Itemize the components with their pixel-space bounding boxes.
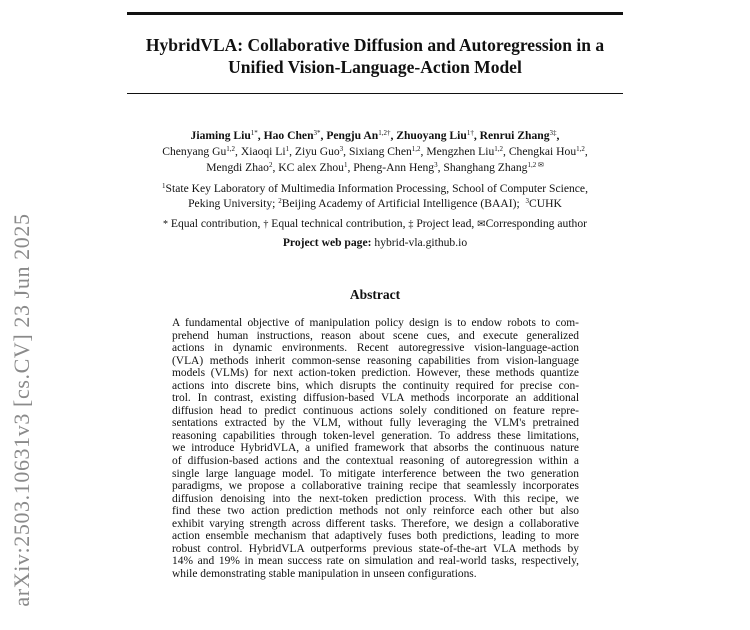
equal-technical-note: Equal technical contribution, [271, 217, 406, 230]
paper-title-line-2: Unified Vision-Language-Action Model [228, 57, 522, 77]
abstract-line: we introduce HybridVLA, a unified framework that absorbs the continuous nature [172, 442, 579, 455]
author-line-3: Mengdi Zhao$^2$, KC alex Zhou$^1$, Pheng-Ann Heng$^3$, Shanghang Zhang$^{1,2 ✉}$ [206, 161, 544, 174]
abstract-line: find these two action prediction methods not only reinforce each other but also [172, 505, 579, 518]
envelope-icon: ✉ [477, 219, 486, 230]
author-name: Mengdi Zhao [206, 161, 269, 174]
equal-contribution-note: Equal contribution, [170, 217, 261, 230]
affiliation-3: CUHK [529, 197, 562, 210]
abstract-line: of diffusion-based actions and the contextual reasoning of autoregression within a [172, 455, 579, 468]
author-line-1: Jiaming Liu$^{1*}$, Hao Chen$^{3*}$, Pengju $An^{1,2\dagger}$, Zhuoyang Liu$^{1\dagger}$, Renrui Zhang$^{3\ddagger}$, [190, 129, 560, 142]
abstract-line: robust control. HybridVLA outperforms previous state-of-the-art VLA methods by [172, 542, 579, 555]
author-affil-sup: 3 [434, 161, 438, 169]
equal-contribution-symbol: * [163, 219, 168, 230]
abstract-line: models (VLMs) for next action-token prediction. However, these methods quantize [172, 367, 579, 380]
author-name: Mengzhen Liu [426, 145, 495, 158]
abstract-line: 14% and 19% in mean success rate on simulation and real-world tasks, respectively, [172, 555, 579, 568]
author-name: Chengkai Hou [508, 145, 577, 158]
author-name: Ziyu Guo [294, 145, 340, 158]
affiliation-2: Beijing Academy of Artificial Intelligence (BAAI); [281, 197, 520, 210]
author-affil-sup: 3 [339, 145, 344, 153]
author-line-2: Chenyang Gu$^{1,2}$, Xiaoqi Li$^1$, Ziyu Guo$^3$, Sixiang Chen$^{1,2}$, Mengzhen Liu$^{1,2}$, Chengkai Hou$^{1,2}$, [162, 145, 588, 158]
title-top-rule [127, 12, 623, 15]
author-affil-sup: 1 [343, 161, 348, 169]
author-affil-sup: 1,2 [226, 145, 236, 153]
abstract-line: A fundamental objective of manipulation policy design is to endow robots to com- [172, 317, 579, 329]
author-name: Jiaming Liu [190, 129, 251, 142]
author-name: Shanghang Zhang [443, 161, 528, 174]
author-name: Xiaoqi Li [240, 145, 286, 158]
author-name: Chenyang Gu [162, 145, 227, 158]
paper-title-line-1: HybridVLA: Collaborative Diffusion and Autoregression in a [145, 35, 605, 55]
affil-sup: 2 [278, 197, 282, 205]
author-affil-sup: 1† [466, 129, 474, 137]
paper-title [127, 34, 623, 78]
affiliation-line-2 [127, 196, 623, 211]
author-list [127, 128, 623, 176]
corresponding-author-note: Corresponding author [485, 217, 587, 230]
title-bottom-rule [127, 93, 623, 94]
abstract-heading: Abstract [349, 287, 401, 302]
affil-sup: 3 [525, 197, 530, 205]
author-name: Sixiang Chen [348, 145, 412, 158]
author-affil-sup: 3* [313, 129, 321, 137]
abstract-line: diffusion denoising into the next-token prediction process. With this recipe, we [172, 492, 579, 505]
abstract-line: reasoning capabilities through token-level generation. To address these limitations, [172, 429, 579, 442]
author-affil-sup: 1,2 [576, 145, 585, 153]
author-affil-sup: 1,2 ✉ [527, 161, 544, 169]
author-affil-sup: 1,2 [411, 145, 421, 153]
abstract-line: (VLA) methods inherit common-sense reasoning capabilities from vision-language [172, 354, 579, 367]
affiliation-1-cont: Peking University; [188, 197, 276, 210]
abstract-line: action ensemble mechanism that adaptively fuses both predictions, leading to more [172, 530, 579, 543]
author-affil-sup: 1,2† [378, 129, 391, 137]
author-name: Renrui Zhang [479, 129, 550, 142]
abstract-line: prehend human instructions, reason about scene cues, and execute generalized [172, 329, 579, 342]
author-name: Hao Chen [263, 129, 314, 142]
abstract-line: actions in dynamic environments. Recent autoregressive vision-language-action [172, 342, 579, 355]
author-name: Pheng-Ann Heng [353, 161, 435, 174]
project-web-page [127, 235, 623, 250]
abstract-line: while demonstrating stable manipulation in unseen configurations. [172, 567, 477, 580]
abstract-line: single large language model. To mitigate interference between the two generation [172, 467, 579, 480]
abstract-line: diffusion head to predict continuous actions solely conditioned on feature repre- [172, 404, 579, 417]
author-name: Pengju An [326, 129, 379, 142]
abstract-line: exhibit varying strength across different tasks. Therefore, we design a collaborative [172, 517, 579, 530]
abstract-line: sentations extracted by the VLM, without fully leveraging the VLM's pretrained [172, 417, 579, 430]
author-affil-sup: 3‡ [549, 129, 557, 137]
project-url-link[interactable]: hybrid-vla.github.io [374, 236, 468, 249]
author-affil-sup: 1 [285, 145, 290, 153]
project-lead-symbol: ‡ [408, 219, 414, 230]
affiliation-line-1 [127, 181, 623, 196]
project-lead-note: Project lead, [416, 217, 475, 230]
author-name: KC alex Zhou [278, 161, 344, 174]
abstract-line: paradigms, we propose a collaborative training recipe that seamlessly incorporates [172, 480, 579, 493]
author-affil-sup: 1* [250, 129, 258, 137]
author-affil-sup: 2 [268, 161, 273, 169]
arxiv-sidebar-stamp: arXiv:2503.10631v3 [cs.CV] 23 Jun 2025 [9, 213, 34, 607]
affiliation-1: State Key Laboratory of Multimedia Information Processing, School of Computer Science, [165, 182, 588, 195]
author-name: Zhuoyang Liu [396, 129, 467, 142]
affiliations [127, 181, 623, 211]
abstract-line: actions into discrete bins, which disrupts the continuity required for precise con- [172, 379, 579, 392]
contribution-notes [127, 216, 623, 232]
equal-technical-symbol: † [263, 219, 269, 230]
abstract-body [172, 317, 579, 580]
abstract-line: trol. In contrast, existing diffusion-based VLA methods incorporate an additional [172, 392, 579, 405]
affil-sup: 1 [162, 182, 166, 190]
author-affil-sup: 1,2 [494, 145, 504, 153]
project-web-page-label: Project web page: [282, 236, 372, 249]
